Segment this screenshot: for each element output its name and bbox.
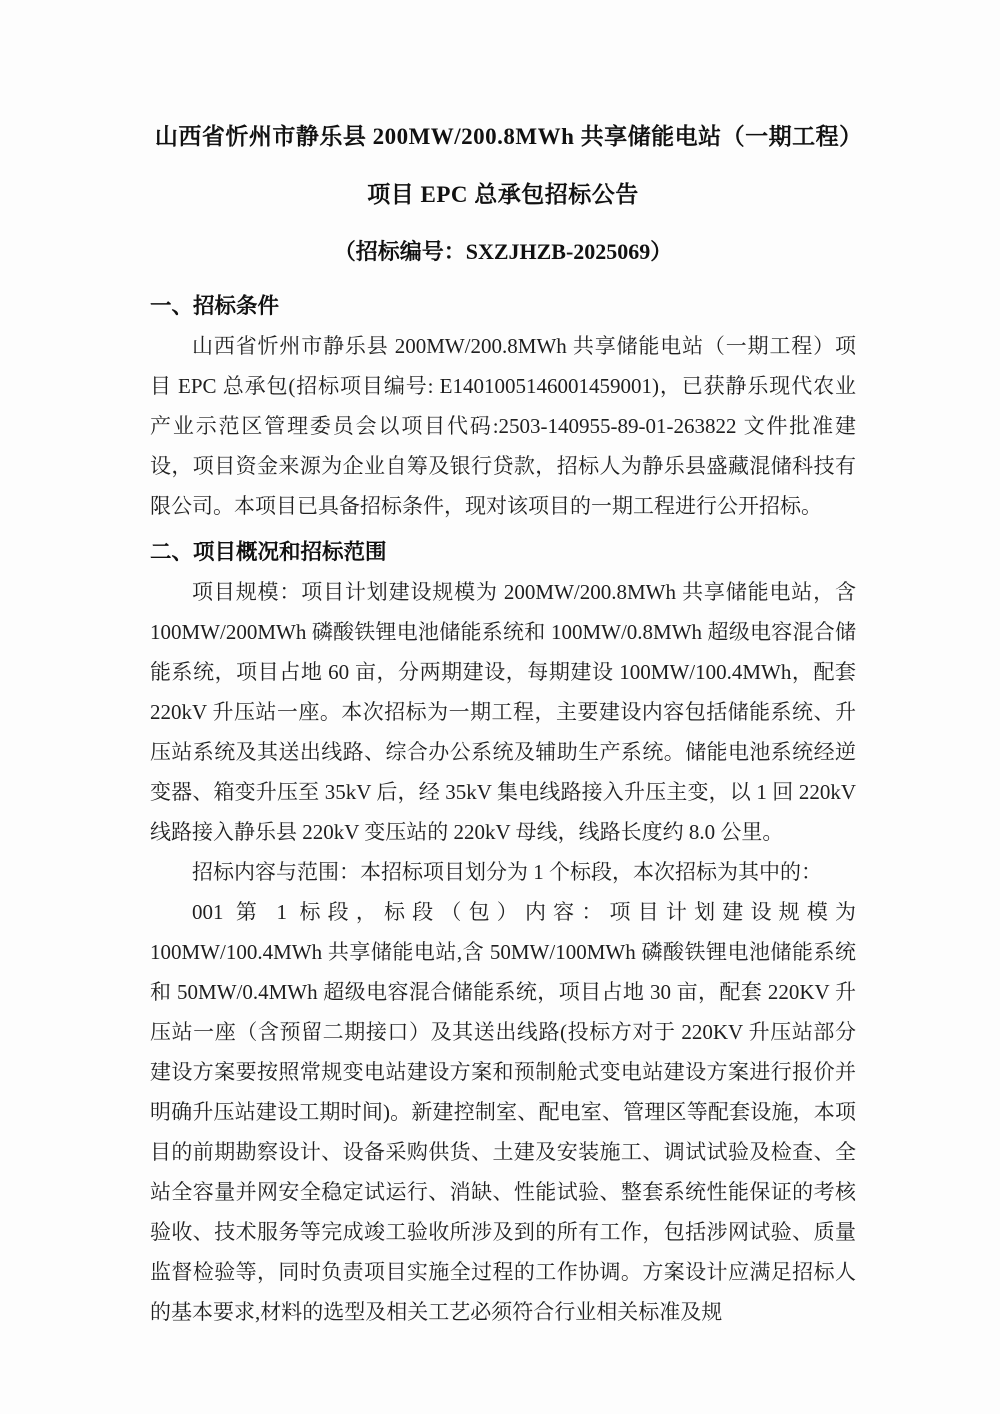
section-heading-project-overview: 二、项目概况和招标范围 [150,540,387,564]
paragraph-project-scale: 项目规模：项目计划建设规模为 200MW/200.8MWh 共享储能电站，含 100MW/200MWh 磷酸铁锂电池储能系统和 100MW/0.8MWh 超级电容混合储能系统，项目占地 60 亩，分两期建设，每期建设 100MW/100.4MWh，配套 220kV 升压站一座。本次招标为一期工程，主要建设内容包括储能系统、升压站系统及其送出线路、综合办公系统及辅助生产系统。储能电池系统经逆变器、箱变升压至 35kV 后，经 35kV 集电线路接入升压主变，以 1 回 220kV 线路接入静乐县 220kV 变压站的 220kV 母线，线路长度约 8.0 公里。 [150,580,856,844]
page-title: 山西省忻州市静乐县 200MW/200.8MWh 共享储能电站（一期工程）项目 EPC 总承包招标公告 [154,124,852,207]
tender-number: （招标编号：SXZJHZB-2025069） [333,239,673,264]
paragraph-section-001-content: 001 第 1 标段，标段（包）内容：项目计划建设规模为 100MW/100.4MWh 共享储能电站,含 50MW/100MWh 磷酸铁锂电池储能系统和 50MW/0.4MWh 超级电容混合储能系统，项目占地 30 亩，配套 220KV 升压站一座（含预留二期接口）及其送出线路(投标方对于 220KV 升压站部分建设方案要按照常规变电站建设方案和预制舱式变电站建设方案进行报价并明确升压站建设工期时间)。新建控制室、配电室、管理区等配套设施，本项目的前期勘察设计、设备采购供货、土建及安装施工、调试试验及检查、全站全容量并网安全稳定试运行、消缺、性能试验、整套系统性能保证的考核验收、技术服务等完成竣工验收所涉及到的所有工作，包括涉网试验、质量监督检验等，同时负责项目实施全过程的工作协调。方案设计应满足招标人的基本要求,材料的选型及相关工艺必须符合行业相关标准及规 [150,900,856,1324]
section-heading-bidding-conditions: 一、招标条件 [150,294,280,318]
paragraph-bid-scope: 招标内容与范围：本招标项目划分为 1 个标段，本次招标为其中的： [192,860,822,884]
paragraph-bidding-conditions: 山西省忻州市静乐县 200MW/200.8MWh 共享储能电站（一期工程）项目 EPC 总承包(招标项目编号: E1401005146001459001)，已获静乐现代农业产业示范区管理委员会以项目代码:2503-140955-89-01-263822 文件批准建设，项目资金来源为企业自筹及银行贷款，招标人为静乐县盛藏混储科技有限公司。本项目已具备招标条件，现对该项目的一期工程进行公开招标。 [150,334,856,518]
